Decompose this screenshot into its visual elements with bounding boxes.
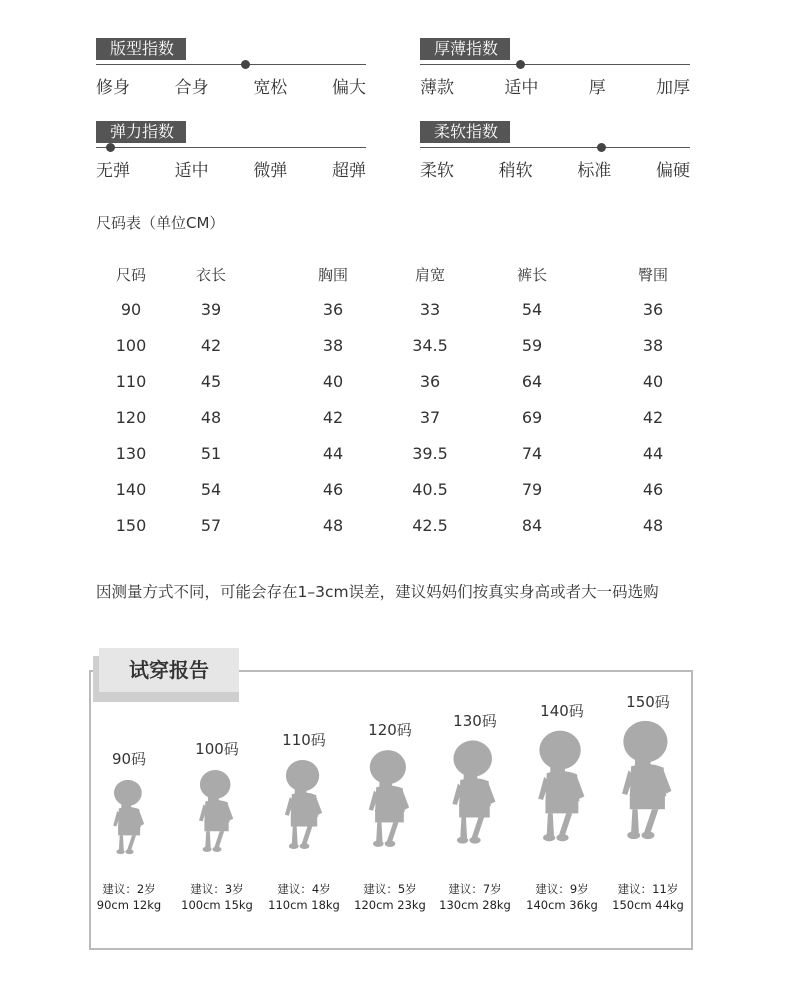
- index-label: 适中: [174, 161, 209, 181]
- kid-size-label: 140码: [540, 702, 584, 720]
- index-label: 无弹: [96, 161, 130, 181]
- index-label: 修身: [96, 78, 130, 98]
- size-table-cell: 48: [200, 408, 222, 427]
- kid-size-label: 90码: [111, 750, 147, 768]
- size-table-cell: 59: [521, 336, 543, 355]
- child-silhouette-icon: [275, 758, 334, 851]
- index-label: 偏大: [331, 78, 366, 98]
- size-table-cell: 42: [200, 336, 222, 355]
- index-scale-line: [420, 147, 690, 148]
- index-title: 版型指数: [96, 38, 186, 60]
- size-table-cell: 33: [419, 300, 441, 319]
- size-table-cell: 46: [322, 480, 344, 499]
- size-table-header-cell: 胸围: [317, 266, 348, 284]
- measurement-note: 因测量方式不同，可能会存在1–3cm误差，建议妈妈们按真实身高或者大一码选购: [96, 583, 659, 601]
- size-table-cell: 110: [115, 372, 147, 391]
- index-label: 适中: [504, 78, 539, 98]
- size-table-cell: 69: [521, 408, 543, 427]
- size-table-header-cell: 臀围: [637, 266, 668, 284]
- size-table-cell: 46: [642, 480, 664, 499]
- index-label: 稍软: [498, 161, 533, 181]
- kid-age-suggestion: 建议：11岁: [617, 882, 679, 896]
- size-table-cell: 36: [642, 300, 664, 319]
- size-table-cell: 100: [115, 336, 147, 355]
- index-labels: [96, 156, 366, 181]
- size-table-cell: 44: [322, 444, 344, 463]
- child-silhouette-icon: [105, 778, 154, 856]
- index-marker-dot: [241, 60, 250, 69]
- size-table-cell: 45: [200, 372, 222, 391]
- size-table-row: [96, 480, 736, 516]
- kid-size-label: 120码: [368, 721, 412, 739]
- index-title: 柔软指数: [420, 121, 510, 143]
- size-table-cell: 51: [200, 444, 222, 463]
- kid-height-weight: 150cm 44kg: [612, 898, 684, 912]
- child-silhouette-icon: [526, 728, 599, 844]
- kid-height-weight: 130cm 28kg: [439, 898, 511, 912]
- kid-size-label: 130码: [453, 712, 497, 730]
- size-table-cell: 48: [322, 516, 344, 535]
- index-scale-line: [96, 147, 366, 148]
- index-title: 弹力指数: [96, 121, 186, 143]
- size-table-row: [96, 516, 736, 552]
- index-label: 薄款: [420, 78, 454, 98]
- index-label: 偏硬: [655, 161, 690, 181]
- kid-height-weight: 140cm 36kg: [526, 898, 598, 912]
- size-table-cell: 140: [115, 480, 147, 499]
- kid-age-suggestion: 建议：3岁: [190, 882, 244, 896]
- size-table-cell: 40: [642, 372, 664, 391]
- size-table-header-row: [96, 264, 736, 300]
- index-labels: [420, 73, 690, 98]
- index-label: 标准: [577, 161, 612, 181]
- kid-height-weight: 110cm 18kg: [268, 898, 340, 912]
- kid-height-weight: 100cm 15kg: [181, 898, 253, 912]
- index-label: 超弹: [331, 161, 366, 181]
- size-table-cell: 84: [521, 516, 543, 535]
- size-table-row: [96, 300, 736, 336]
- size-table-cell: 40: [322, 372, 344, 391]
- size-table-row: [96, 336, 736, 372]
- softness-index: [420, 121, 690, 191]
- size-table-cell: 36: [419, 372, 441, 391]
- fitting-report-title: 试穿报告: [99, 648, 239, 692]
- thickness-index: [420, 38, 690, 108]
- index-scale-line: [420, 64, 690, 65]
- size-table-cell: 64: [521, 372, 543, 391]
- child-silhouette-icon: [441, 738, 509, 846]
- kid-size-label: 110码: [282, 731, 326, 749]
- index-marker-dot: [106, 143, 115, 152]
- size-table-cell: 34.5: [412, 336, 448, 355]
- index-label: 柔软: [420, 161, 454, 181]
- kid-age-suggestion: 建议：5岁: [363, 882, 417, 896]
- kid-age-suggestion: 建议：2岁: [102, 882, 156, 896]
- size-table-cell: 57: [200, 516, 222, 535]
- kid-height-weight: 120cm 23kg: [354, 898, 426, 912]
- size-table-cell: 79: [521, 480, 543, 499]
- size-table-cell: 54: [200, 480, 222, 499]
- size-table-header-cell: 尺码: [115, 266, 146, 284]
- index-label: 合身: [174, 78, 209, 98]
- size-table-cell: 42.5: [412, 516, 448, 535]
- size-table-cell: 37: [419, 408, 441, 427]
- size-table-cell: 120: [115, 408, 147, 427]
- child-silhouette-icon: [609, 718, 687, 842]
- size-table-row: [96, 372, 736, 408]
- size-table-cell: 130: [115, 444, 147, 463]
- child-silhouette-icon: [190, 768, 244, 854]
- size-table-header-cell: 肩宽: [414, 266, 445, 284]
- fit-index: [96, 38, 366, 108]
- kid-height-weight: 90cm 12kg: [96, 898, 162, 912]
- index-scale-line: [96, 64, 366, 65]
- kid-recommendation: [597, 881, 699, 913]
- size-table-row: [96, 444, 736, 480]
- size-table-cell: 44: [642, 444, 664, 463]
- index-labels: [96, 73, 366, 98]
- size-table-cell: 48: [642, 516, 664, 535]
- size-table-cell: 42: [322, 408, 344, 427]
- size-table-cell: 42: [642, 408, 664, 427]
- size-table-cell: 39: [200, 300, 222, 319]
- index-label: 微弹: [253, 161, 288, 181]
- child-silhouette-icon: [358, 748, 422, 849]
- index-marker-dot: [597, 143, 606, 152]
- index-labels: [420, 156, 690, 181]
- kid-recommendation: [78, 881, 180, 913]
- size-table-header-cell: 衣长: [195, 266, 226, 284]
- kid-size-label: 150码: [626, 693, 670, 711]
- index-title: 厚薄指数: [420, 38, 510, 60]
- index-label: 加厚: [655, 78, 690, 98]
- elasticity-index: [96, 121, 366, 191]
- index-label: 宽松: [253, 78, 288, 98]
- size-table-row: [96, 408, 736, 444]
- size-table-cell: 74: [521, 444, 543, 463]
- size-table-cell: 38: [322, 336, 344, 355]
- size-table-cell: 90: [120, 300, 142, 319]
- kid-age-suggestion: 建议：4岁: [277, 882, 331, 896]
- size-table-cell: 36: [322, 300, 344, 319]
- index-label: 厚: [588, 78, 606, 98]
- size-table-cell: 54: [521, 300, 543, 319]
- size-table-header-cell: 裤长: [516, 266, 547, 284]
- size-table-title: 尺码表（单位CM）: [96, 214, 225, 232]
- size-table-cell: 150: [115, 516, 147, 535]
- kid-age-suggestion: 建议：7岁: [448, 882, 502, 896]
- kid-age-suggestion: 建议：9岁: [535, 882, 589, 896]
- size-table-cell: 39.5: [412, 444, 448, 463]
- size-table-cell: 38: [642, 336, 664, 355]
- index-marker-dot: [516, 60, 525, 69]
- size-table-cell: 40.5: [412, 480, 448, 499]
- kid-size-label: 100码: [195, 740, 239, 758]
